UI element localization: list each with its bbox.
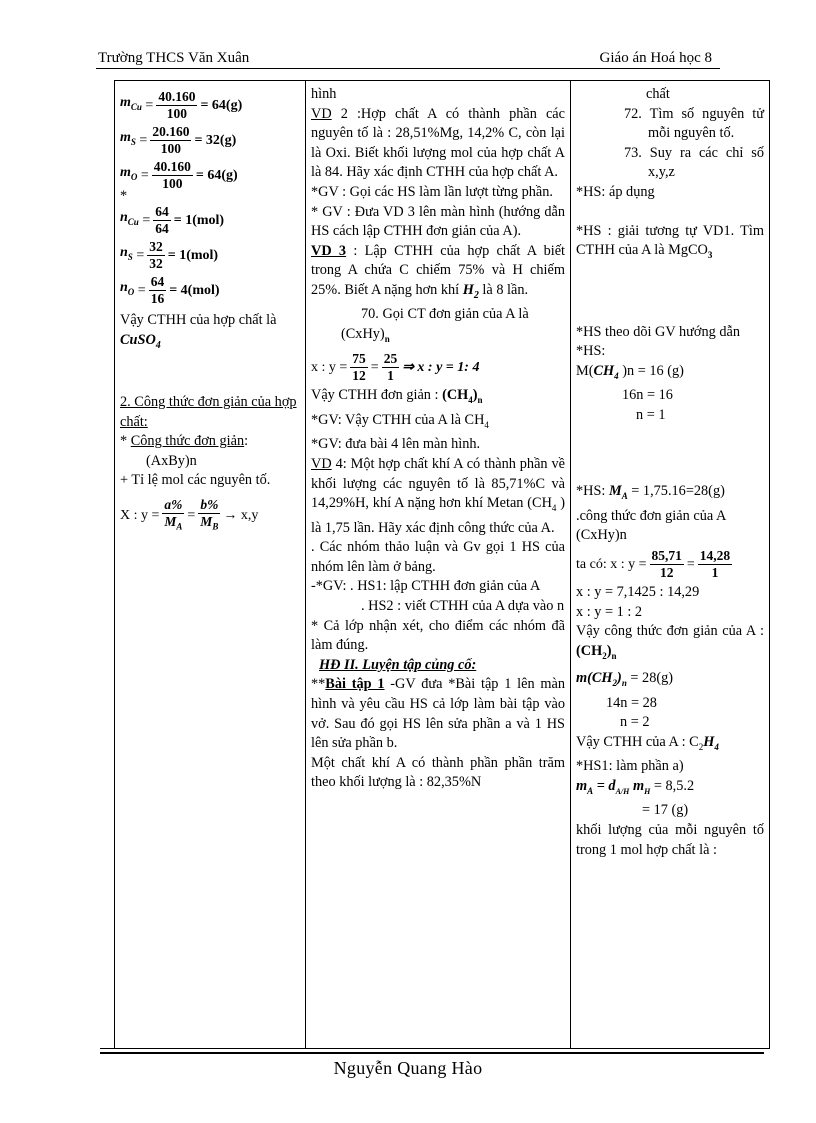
mass-ch2: $m(CH_2)_n = 28(g)$: [576, 670, 674, 689]
molar-mass-line: $M(CH_4$ )n = 16 (g): [576, 362, 684, 381]
equation-ms: $m_S$ = $\frac{20.160}{100}$ = 32(g): [120, 124, 237, 156]
column-1: [115, 81, 306, 1049]
ratio-equation: X : y = $\frac{a\%}{M_A}$ = $\frac{b\%}{M_B}$ → x,y: [120, 497, 259, 532]
subject-title: Giáo án Hoá học 8: [599, 50, 712, 66]
step-73: 73. Suy ra các chỉ số x,y,z: [624, 144, 764, 181]
step-70: 70. Gọi CT đơn giản của A là: [361, 306, 529, 323]
footer-rule-top: [100, 1048, 764, 1049]
star-mark: *: [120, 188, 128, 204]
hs-note-2: *HS : giải tương tự VD1. Tìm CTHH của A là MgCO$_3$: [576, 222, 764, 261]
line-16n: 16n = 16: [622, 387, 673, 404]
element-mass-note: khối lượng của mỗi nguyên tố trong 1 mol hợp chất là :: [576, 822, 764, 858]
ctdg-line: * Công thức đơn giản:: [120, 433, 249, 450]
exercise-1-text: Một chất khí A có thành phần phần trăm theo khối lượng là : 82,35%N: [311, 754, 565, 791]
hs-note-1: *HS: áp dụng: [576, 183, 655, 200]
class-review: * Cả lớp nhận xét, cho điểm các nhóm đã làm đúng.: [311, 617, 565, 654]
vd2-paragraph: VD 2 :Hợp chất A có thành phần các nguyên tố là : 28,51%Mg, 14,2% C, còn lại là Oxi. Biết khối lượng mol của hợp chất A là 84. Hãy xác định CTHH của hợp chất A.: [311, 105, 565, 181]
hs2-note: . HS2 : viết CTHH của A dựa vào n: [361, 597, 565, 614]
line-n2: n = 2: [620, 714, 650, 731]
school-name: Trường THCS Văn Xuân: [98, 50, 250, 66]
axby-formula: (AxBy)n: [146, 452, 197, 469]
hs-note-6: *HS1: làm phần a): [576, 758, 684, 775]
equation-ncu: $n_{Cu}$ = $\frac{64}{64}$ = 1(mol): [120, 204, 225, 236]
page-header: [96, 50, 720, 69]
author-name: Nguyễn Quang Hào: [333, 1058, 483, 1078]
line-n1: n = 1: [636, 406, 666, 423]
final-formula: Vậy CTHH của A : $C_2H_4$: [576, 733, 719, 752]
footer-rule-bottom: [100, 1052, 764, 1054]
line-14n: 14n = 28: [606, 694, 657, 711]
ratio-result-1: x : y = 7,1425 : 14,29: [576, 584, 700, 601]
equation-mo: $m_O$ = $\frac{40.160}{100}$ = 64(g): [120, 159, 238, 191]
section-2-title: 2. Công thức đơn giản của hợp chất:: [120, 394, 297, 430]
lesson-table: [114, 80, 770, 1049]
simple-formula-note: Vậy công thức đơn giản của A : $(CH_2)_n$: [576, 623, 764, 661]
cxhy-n: (CxHy)n: [576, 527, 627, 544]
step-72: 72. Tìm số nguyên tử mỗi nguyên tố.: [624, 105, 764, 142]
gv-note-2: * GV : Đưa VD 3 lên màn hình (hướng dẫn HS cách lập CTHH đơn giản của A).: [311, 203, 565, 240]
gv-note-3: *GV: Vậy CTHH của A là $CH_4$: [311, 411, 489, 430]
hs-note-3: *HS theo dõi GV hướng dẫn: [576, 323, 740, 340]
gv-note-1: *GV : Gọi các HS làm lần lượt từng phần.: [311, 183, 553, 200]
ratio-equation-vd3: x : y = $\frac{75}{12}$ = $\frac{25}{1}$ ⇒ x : y = 1: 4: [311, 351, 480, 384]
text-hinh: hình: [311, 86, 337, 102]
ratio-equation-vd4: ta có: x : y = $\frac{85,71}{12}$ = $\frac{14,28}{1}$: [576, 548, 731, 581]
group-note: . Các nhóm thảo luận và Gv gọi 1 HS của nhóm lên làm ở bảng.: [311, 539, 565, 575]
hs-note-5: *HS: $M_A = 1,75.16=28(g)$: [576, 483, 725, 502]
equation-mcu: $m_{Cu}$ = $\frac{40.160}{100}$ = 64(g): [120, 89, 243, 121]
ctdg-result: Vậy CTHH đơn giản : $(CH_4)_n$: [311, 387, 483, 406]
ratio-result-2: x : y = 1 : 2: [576, 603, 643, 620]
ratio-text: + Tỉ lệ mol các nguyên tố.: [120, 472, 271, 489]
gv-note-5: -*GV: . HS1: lập CTHH đơn giản của A: [311, 578, 541, 595]
activity-2-title: HĐ II. Luyện tập củng cố:: [319, 656, 477, 673]
gv-note-4: *GV: đưa bài 4 lên màn hình.: [311, 436, 481, 453]
text-chat: chất: [646, 86, 670, 102]
mass-a-result: = 17 (g): [642, 802, 689, 819]
equation-ns: $n_S$ = $\frac{32}{32}$ = 1(mol): [120, 239, 219, 271]
hs-note-4: *HS:: [576, 343, 606, 360]
mass-a-equation: $m_A = d_{A/H}$ $m_H = 8,5.2$: [576, 778, 695, 796]
conclusion-text: Vậy CTHH của hợp chất là CuSO$_4$: [120, 312, 277, 351]
vd3-paragraph: VD 3 : Lập CTHH của hợp chất A biết trong A chứa C chiếm 75% và H chiếm 25%. Biết A nặng hơn khí $H_2$ là 8 lần.: [311, 242, 566, 301]
cxhy-formula: $(CxHy)_n$: [341, 325, 390, 344]
equation-no: $n_O$ = $\frac{64}{16}$ = 4(mol): [120, 274, 220, 306]
column-2: [306, 81, 571, 1049]
exercise-1: **Bài tập 1 -GV đưa *Bài tập 1 lên màn hình và yêu cầu HS cả lớp làm bài tập vào vở. Sau đó gọi HS lên sửa phần a và 1 HS lên sửa phần b.: [311, 676, 565, 752]
column-3: [571, 81, 770, 1049]
ctdg-note: .công thức đơn giản của A: [576, 507, 727, 524]
vd4-paragraph: VD 4: Một hợp chất khí A có thành phần về khối lượng các nguyên tố là 85,71%C và 14,29%H, khí A nặng hơn khí Metan ($CH_4$ ) là 1,75 lần. Hãy xác định công thức của A.: [311, 455, 566, 536]
